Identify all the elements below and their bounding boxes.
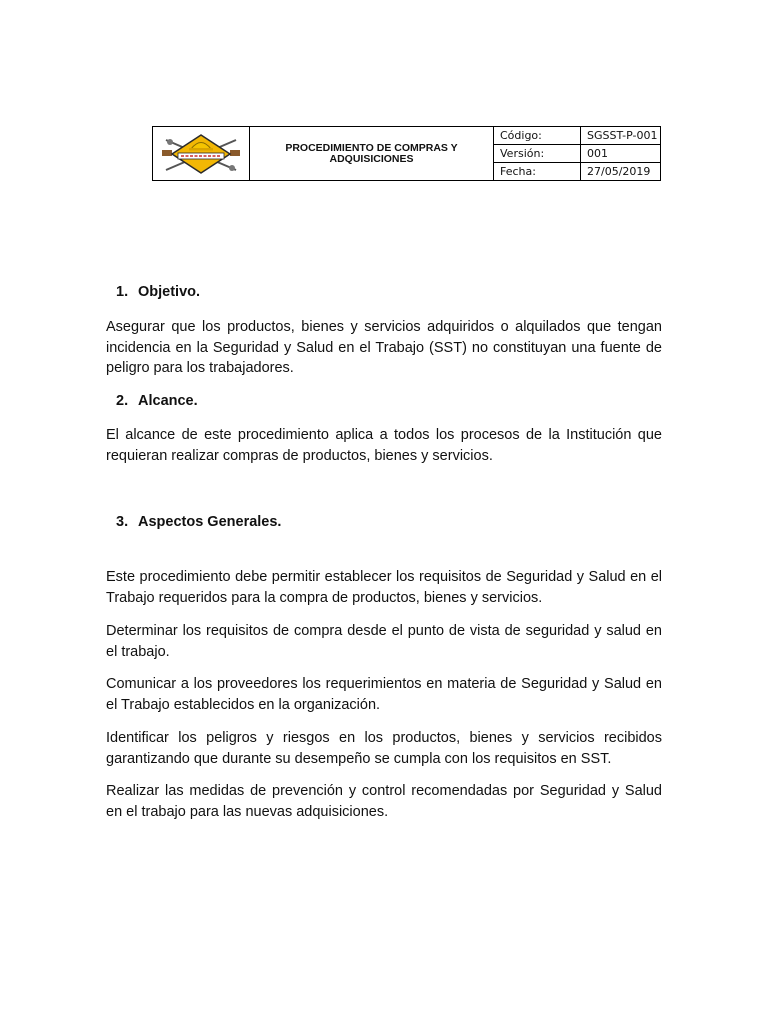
section-heading-alcance	[116, 393, 198, 409]
paragraph-aspectos-3: Comunicar a los proveedores los requerimientos en materia de Seguridad y Salud en el Trabajo establecidos en la organización.	[106, 676, 662, 713]
fecha-label: Fecha:	[494, 163, 581, 181]
paragraph-aspectos-4: Identificar los peligros y riesgos en los productos, bienes y servicios recibidos garantizando que durante su desempeño se cumpla con los requisitos en SST.	[106, 730, 662, 767]
document-title-line1: PROCEDIMIENTO DE COMPRAS Y	[285, 141, 458, 154]
version-label: Versión:	[494, 145, 581, 163]
section-number: 2.	[116, 393, 129, 409]
paragraph-aspectos-2: Determinar los requisitos de compra desde el punto de vista de seguridad y salud en el trabajo.	[106, 623, 662, 660]
section-title: Aspectos Generales.	[138, 514, 282, 530]
section-heading-aspectos-generales	[116, 514, 281, 530]
codigo-value: SGSST-P-001	[581, 127, 661, 145]
section-number: 3.	[116, 514, 129, 530]
section-number: 1.	[116, 284, 129, 300]
section-title: Objetivo.	[138, 284, 201, 300]
document-title-line2: ADQUISICIONES	[329, 152, 414, 165]
document-title-cell	[250, 127, 494, 181]
section-title: Alcance.	[138, 393, 198, 409]
document-header-table	[152, 126, 661, 181]
logo-cell	[153, 127, 250, 181]
codigo-label: Código:	[494, 127, 581, 145]
fecha-value: 27/05/2019	[581, 163, 661, 181]
paragraph-alcance: El alcance de este procedimiento aplica a todos los procesos de la Institución que requieran realizar compras de productos, bienes y servicios.	[106, 427, 662, 464]
paragraph-objetivo: Asegurar que los productos, bienes y servicios adquiridos o alquilados que tengan incidencia en la Seguridad y Salud en el Trabajo (SST) no constituyan una fuente de peligro para los trabajadores.	[106, 319, 662, 376]
paragraph-aspectos-5: Realizar las medidas de prevención y control recomendadas por Seguridad y Salud en el trabajo para las nuevas adquisiciones.	[106, 783, 662, 820]
version-value: 001	[581, 145, 661, 163]
section-heading-objetivo	[116, 284, 200, 300]
paragraph-aspectos-1: Este procedimiento debe permitir establecer los requisitos de Seguridad y Salud en el Trabajo requeridos para la compra de productos, bienes y servicios.	[106, 569, 662, 606]
safety-logo-icon	[158, 132, 244, 176]
